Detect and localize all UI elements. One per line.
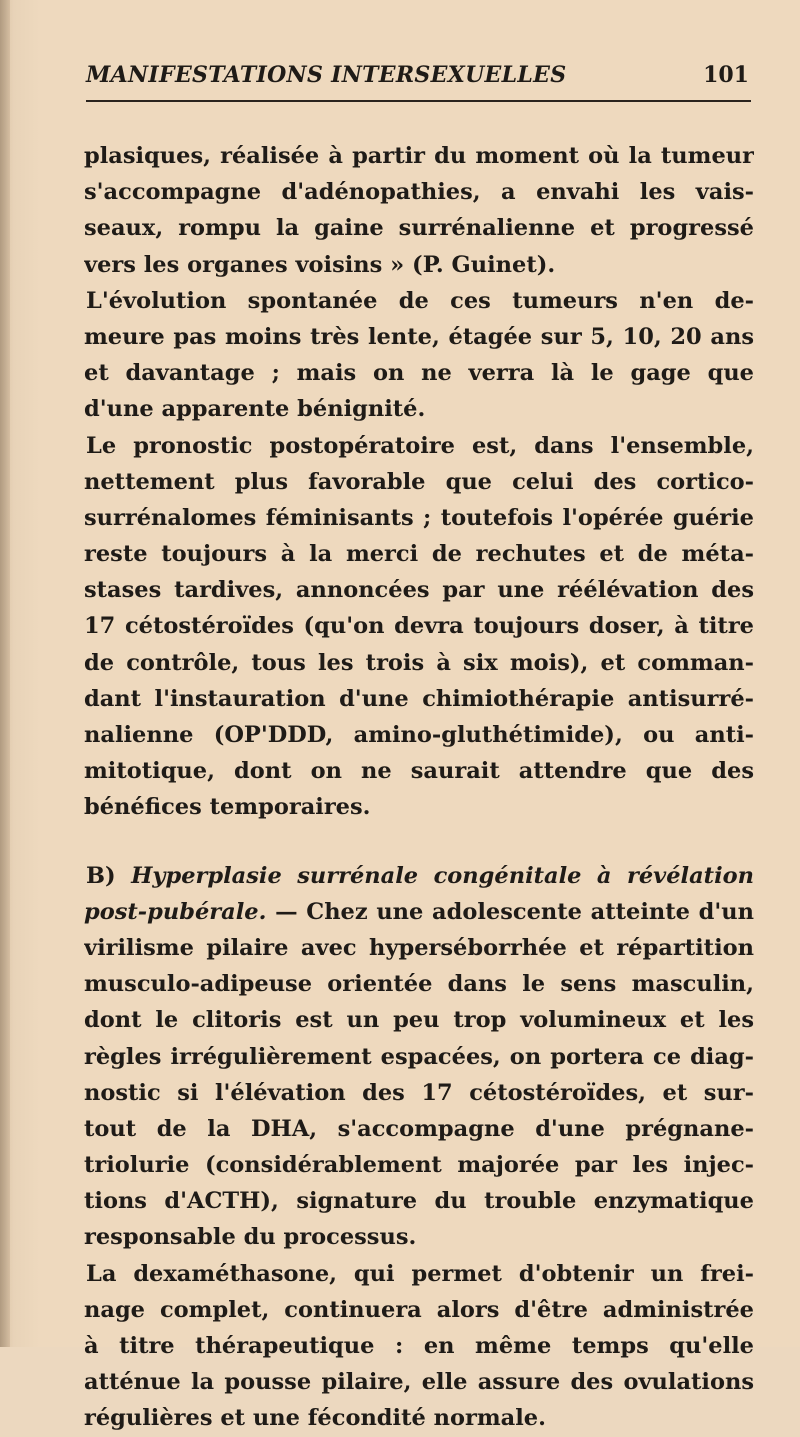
text-line: nage complet, continuera alors d'être administrée xyxy=(84,1296,754,1323)
section-b-label: B) xyxy=(86,862,116,889)
text-line: tout de la DHA, s'accompagne d'une prégnane- xyxy=(84,1115,754,1142)
section-gap xyxy=(84,826,754,858)
text-line: vers les organes voisins » (P. Guinet). xyxy=(84,251,556,278)
running-title: MANIFESTATIONS INTERSEXUELLES xyxy=(86,62,567,88)
text-line: triolurie (considérablement majorée par les injec- xyxy=(84,1152,754,1179)
text-line: Le pronostic postopératoire est, dans l'ensemble, xyxy=(86,432,754,459)
section-b-heading-continued xyxy=(84,894,754,930)
body-text xyxy=(84,138,754,1437)
section-b-title: Hyperplasie surrénale congénitale à révélation xyxy=(131,862,754,889)
text-line: tions d'ACTH), signature du trouble enzymatique xyxy=(84,1188,754,1215)
text-line: à titre thérapeutique : en même temps qu'elle xyxy=(84,1333,754,1359)
text-line: nostic si l'élévation des 17 cétostéroïdes, et sur- xyxy=(84,1079,754,1106)
text-line: règles irrégulièrement espacées, on portera ce diag- xyxy=(84,1043,754,1070)
text-line: surrénalomes féminisants ; toutefois l'opérée guérie xyxy=(84,504,754,531)
text-line: meure pas moins très lente, étagée sur 5, 10, 20 ans xyxy=(84,323,754,350)
text-line: reste toujours à la merci de rechutes et de méta- xyxy=(84,541,754,568)
text-line: s'accompagne d'adénopathies, a envahi les vais- xyxy=(84,179,754,206)
text-line: et davantage ; mais on ne verra là le gage que xyxy=(84,360,754,387)
text-line: bénéfices temporaires. xyxy=(84,794,371,821)
text-line: L'évolution spontanée de ces tumeurs n'en de- xyxy=(86,287,754,314)
text-line: atténue la pousse pilaire, elle assure des ovulations xyxy=(84,1369,754,1396)
text-line: 17 cétostéroïdes (qu'on devra toujours doser, à titre xyxy=(84,613,754,640)
text-line: plasiques, réalisée à partir du moment où la tumeur xyxy=(84,143,754,169)
text-line: virilisme pilaire avec hyperséborrhée et répartition xyxy=(84,934,754,961)
section-b-intro: — Chez une adolescente atteinte d'un xyxy=(275,898,754,925)
text-line: mitotique, dont on ne saurait attendre que des xyxy=(84,758,754,785)
section-b-title-end: post-pubérale. xyxy=(84,898,267,925)
text-line: dont le clitoris est un peu trop volumineux et les xyxy=(84,1007,754,1034)
text-line: dant l'instauration d'une chimiothérapie antisurré- xyxy=(84,685,754,712)
text-line: seaux, rompu la gaine surrénalienne et progressé xyxy=(84,215,754,242)
text-line: de contrôle, tous les trois à six mois), et comman- xyxy=(84,649,754,676)
text-line: nettement plus favorable que celui des cortico- xyxy=(84,468,754,495)
text-line: nalienne (OP'DDD, amino-gluthétimide), ou anti- xyxy=(84,722,754,748)
page-binding-shadow xyxy=(0,0,10,1347)
header-rule xyxy=(86,100,751,102)
text-line: stases tardives, annoncées par une réélévation des xyxy=(84,577,754,604)
page-header xyxy=(86,60,751,96)
page-number: 101 xyxy=(703,62,749,88)
text-line: musculo-adipeuse orientée dans le sens masculin, xyxy=(84,971,754,998)
text-line: régulières et une fécondité normale. xyxy=(84,1405,546,1432)
text-line: responsable du processus. xyxy=(84,1224,417,1251)
text-line: d'une apparente bénignité. xyxy=(84,396,426,423)
section-b-heading xyxy=(84,858,754,894)
text-line: La dexaméthasone, qui permet d'obtenir un frei- xyxy=(86,1260,754,1287)
